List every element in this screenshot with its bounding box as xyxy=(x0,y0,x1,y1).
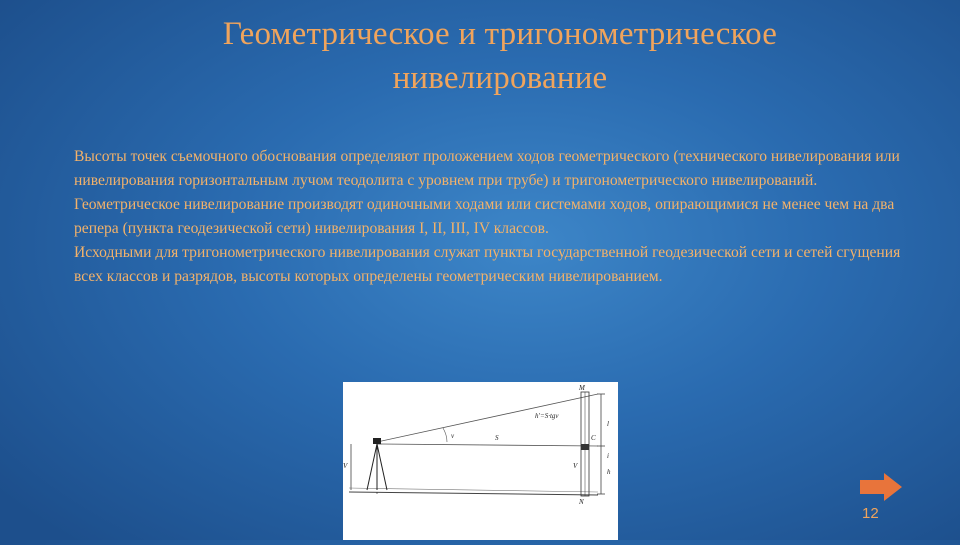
leveling-staff-icon xyxy=(581,392,589,496)
slide-title-line-2: нивелирование xyxy=(392,60,608,96)
leveling-diagram-svg xyxy=(343,382,618,540)
paragraph-2: Геометрическое нивелирование производят одиночными ходами или системами ходов, опирающимися не менее чем на два репера (пункта геодезической сети) нивелирования I, II, III, IV классов. xyxy=(74,196,895,237)
label-n: N xyxy=(579,498,584,506)
label-l: l xyxy=(607,420,609,428)
label-h: h xyxy=(607,468,611,476)
paragraph-1: Высоты точек съемочного обоснования определяют проложением ходов геометрического (технического нивелирования или нивелирования горизонтальным лучом теодолита с уровнем при трубе) и тригонометрического нивелирований. xyxy=(74,148,900,189)
next-slide-button[interactable] xyxy=(858,472,904,502)
theodolite-icon xyxy=(367,438,387,494)
arrow-right-icon xyxy=(858,472,904,502)
sight-line xyxy=(377,394,598,442)
label-m: M xyxy=(579,384,585,392)
label-i: i xyxy=(607,452,609,460)
leveling-diagram xyxy=(343,382,618,540)
label-s: S xyxy=(495,434,499,442)
slide-title-line-1: Геометрическое и тригонометрическое xyxy=(222,16,778,52)
label-v: ν xyxy=(451,432,455,440)
body-text xyxy=(74,145,904,289)
angle-arc xyxy=(443,428,447,442)
horizontal-line xyxy=(377,444,598,446)
page-number: 12 xyxy=(862,505,879,522)
label-v-left: V xyxy=(343,462,348,470)
slide-title xyxy=(120,12,880,100)
paragraph-3: Исходными для тригонометрического нивелирования служат пункты государственной геодезической сети и сетей сгущения всех классов и разрядов, высоты которых определены геометрическим нивелированием. xyxy=(74,244,901,285)
label-c: C xyxy=(591,434,596,442)
label-formula: h'=S·tgν xyxy=(535,412,559,420)
ground-line xyxy=(349,492,598,495)
label-v-right: V xyxy=(573,462,578,470)
